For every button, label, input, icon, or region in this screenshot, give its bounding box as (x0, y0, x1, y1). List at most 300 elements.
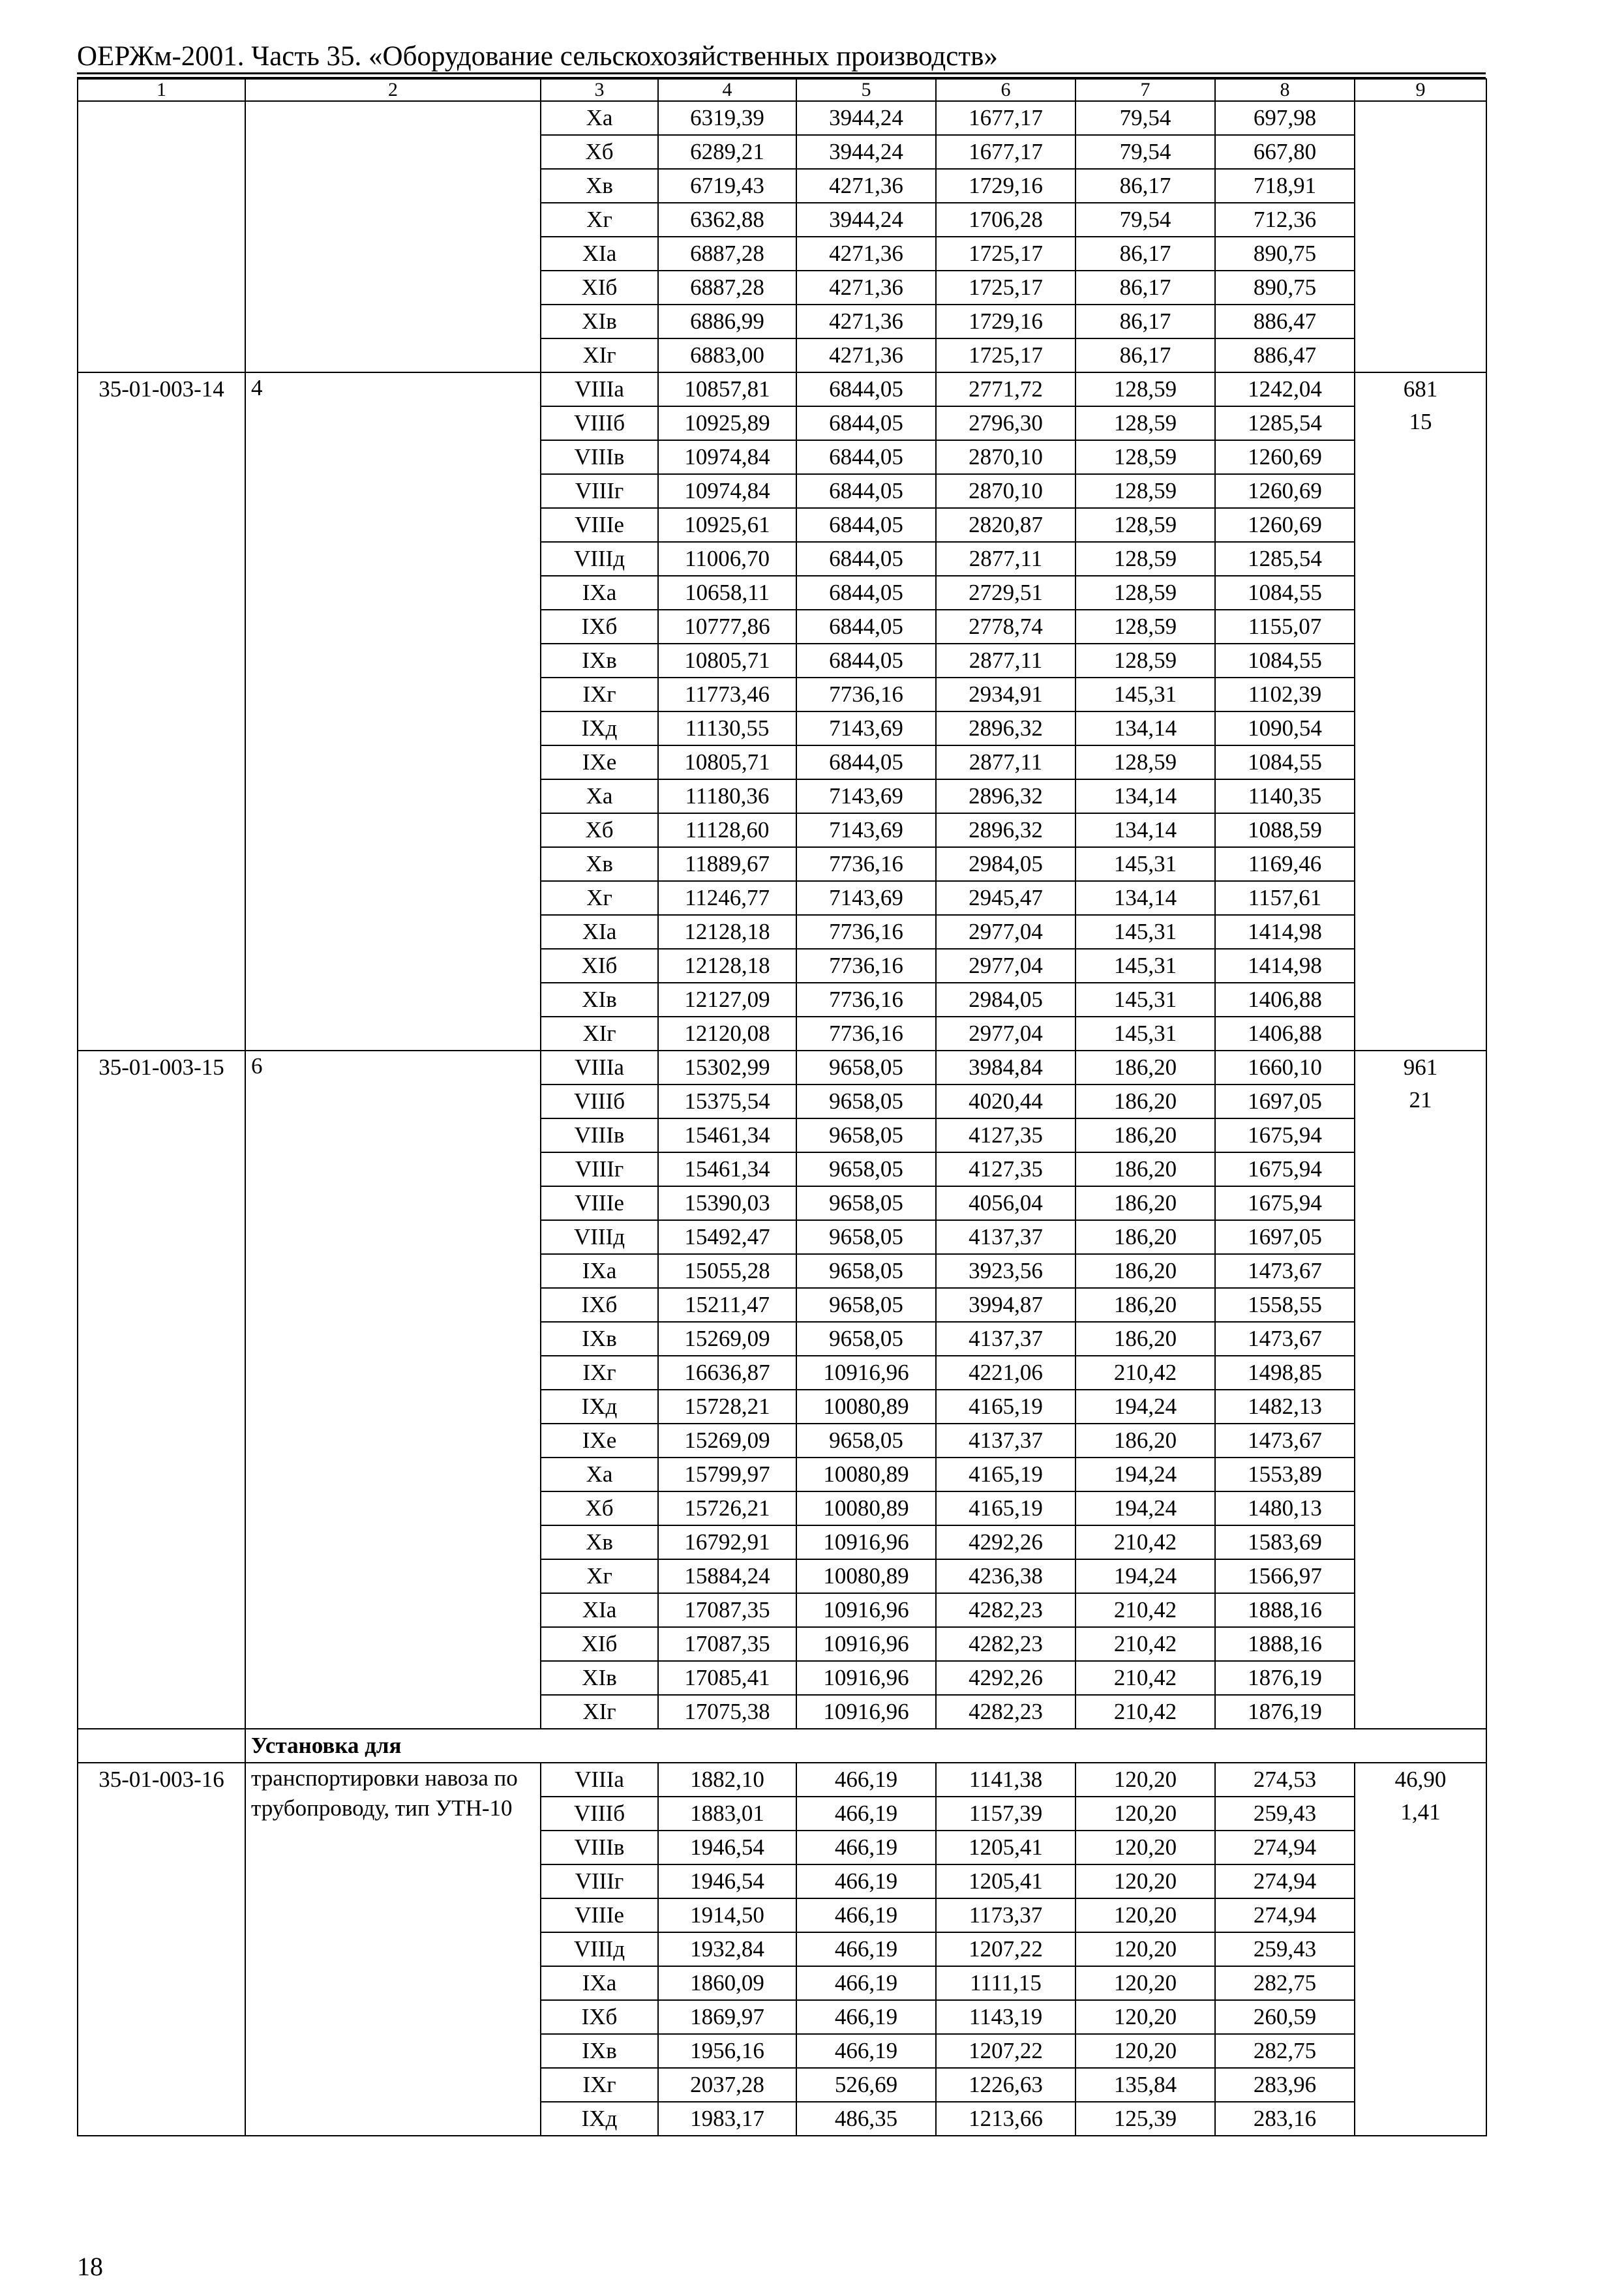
table-row (78, 101, 1486, 135)
value-cell: 11006,70 (658, 542, 796, 576)
value-cell: 1242,04 (1215, 372, 1355, 406)
value-cell: 120,20 (1075, 2000, 1215, 2034)
value-cell: 128,59 (1075, 440, 1215, 474)
value-cell: 79,54 (1075, 135, 1215, 169)
zone-cell: VIIIв (541, 1831, 658, 1864)
value-cell: 128,59 (1075, 745, 1215, 779)
value-cell: 194,24 (1075, 1390, 1215, 1424)
value-cell: 11128,60 (658, 813, 796, 847)
value-cell: 3944,24 (796, 203, 936, 237)
value-cell: 10777,86 (658, 610, 796, 644)
value-cell: 15302,99 (658, 1051, 796, 1085)
value-cell: 4165,19 (936, 1491, 1075, 1525)
value-cell: 6887,28 (658, 237, 796, 271)
value-cell: 667,80 (1215, 135, 1355, 169)
value-cell: 145,31 (1075, 847, 1215, 881)
value-cell: 282,75 (1215, 1966, 1355, 2000)
value-cell: 1480,13 (1215, 1491, 1355, 1525)
value-cell: 1473,67 (1215, 1322, 1355, 1356)
item-name (245, 101, 541, 372)
zone-cell: XIб (541, 271, 658, 305)
zone-cell: IXa (541, 576, 658, 610)
value-cell: 186,20 (1075, 1152, 1215, 1186)
value-cell: 1725,17 (936, 338, 1075, 372)
col9-cell (1355, 372, 1486, 1051)
zone-cell: Xб (541, 135, 658, 169)
value-cell: 10974,84 (658, 440, 796, 474)
value-cell: 1088,59 (1215, 813, 1355, 847)
value-cell: 1888,16 (1215, 1593, 1355, 1627)
value-cell: 1882,10 (658, 1763, 796, 1797)
value-cell: 4137,37 (936, 1220, 1075, 1254)
value-cell: 145,31 (1075, 915, 1215, 949)
value-cell: 194,24 (1075, 1491, 1215, 1525)
value-cell: 4165,19 (936, 1390, 1075, 1424)
value-cell: 1675,94 (1215, 1186, 1355, 1220)
price-code: 35-01-003-14 (78, 372, 245, 1051)
value-cell: 86,17 (1075, 237, 1215, 271)
value-cell: 260,59 (1215, 2000, 1355, 2034)
zone-cell: IXв (541, 2034, 658, 2068)
zone-cell: IXв (541, 1322, 658, 1356)
value-cell: 9658,05 (796, 1051, 936, 1085)
table-body (78, 79, 1486, 2136)
value-cell: 283,16 (1215, 2102, 1355, 2136)
price-code: 35-01-003-15 (78, 1051, 245, 1729)
value-cell: 120,20 (1075, 1966, 1215, 2000)
value-cell: 9658,05 (796, 1424, 936, 1458)
value-cell: 6319,39 (658, 101, 796, 135)
value-cell: 120,20 (1075, 1864, 1215, 1898)
zone-cell: VIIIг (541, 474, 658, 508)
value-cell: 1706,28 (936, 203, 1075, 237)
value-cell: 1406,88 (1215, 983, 1355, 1017)
value-cell: 1876,19 (1215, 1695, 1355, 1729)
value-cell: 6844,05 (796, 406, 936, 440)
value-cell: 6362,88 (658, 203, 796, 237)
value-cell: 2870,10 (936, 440, 1075, 474)
value-cell: 186,20 (1075, 1118, 1215, 1152)
value-cell: 1141,38 (936, 1763, 1075, 1797)
value-cell: 9658,05 (796, 1322, 936, 1356)
zone-cell: VIIIе (541, 1186, 658, 1220)
column-number: 3 (541, 79, 658, 101)
value-cell: 15390,03 (658, 1186, 796, 1220)
value-cell: 120,20 (1075, 1797, 1215, 1831)
value-cell: 4271,36 (796, 271, 936, 305)
value-cell: 10916,96 (796, 1356, 936, 1390)
value-cell: 4282,23 (936, 1627, 1075, 1661)
zone-cell: Xб (541, 813, 658, 847)
item-name: 4 (245, 372, 541, 1051)
value-cell: 4282,23 (936, 1695, 1075, 1729)
value-cell: 1677,17 (936, 101, 1075, 135)
zone-cell: VIIIб (541, 406, 658, 440)
value-cell: 7143,69 (796, 881, 936, 915)
value-cell: 2977,04 (936, 1017, 1075, 1051)
value-cell: 10974,84 (658, 474, 796, 508)
value-cell: 3994,87 (936, 1288, 1075, 1322)
column-number: 8 (1215, 79, 1355, 101)
value-cell: 4292,26 (936, 1661, 1075, 1695)
value-cell: 145,31 (1075, 1017, 1215, 1051)
value-cell: 9658,05 (796, 1152, 936, 1186)
value-cell: 186,20 (1075, 1424, 1215, 1458)
value-cell: 466,19 (796, 1966, 936, 2000)
zone-cell: XIб (541, 1627, 658, 1661)
value-cell: 11130,55 (658, 711, 796, 745)
value-cell: 1498,85 (1215, 1356, 1355, 1390)
value-cell: 1860,09 (658, 1966, 796, 2000)
value-cell: 79,54 (1075, 101, 1215, 135)
value-cell: 9658,05 (796, 1288, 936, 1322)
item-name: транспортировки навоза по трубопроводу, тип УТН-10 (245, 1763, 541, 2136)
value-cell: 6883,00 (658, 338, 796, 372)
value-cell: 6844,05 (796, 644, 936, 678)
value-cell: 135,84 (1075, 2068, 1215, 2102)
value-cell: 9658,05 (796, 1254, 936, 1288)
value-cell: 1583,69 (1215, 1525, 1355, 1559)
value-cell: 10080,89 (796, 1491, 936, 1525)
value-cell: 11246,77 (658, 881, 796, 915)
zone-cell: IXд (541, 2102, 658, 2136)
value-cell: 7736,16 (796, 1017, 936, 1051)
value-cell: 1914,50 (658, 1898, 796, 1932)
value-cell: 12127,09 (658, 983, 796, 1017)
value-cell: 526,69 (796, 2068, 936, 2102)
value-cell: 186,20 (1075, 1220, 1215, 1254)
value-cell: 2771,72 (936, 372, 1075, 406)
zone-cell: XIв (541, 1661, 658, 1695)
zone-cell: XIa (541, 915, 658, 949)
value-cell: 4271,36 (796, 305, 936, 338)
value-cell: 128,59 (1075, 406, 1215, 440)
zone-cell: VIIIa (541, 372, 658, 406)
value-cell: 486,35 (796, 2102, 936, 2136)
zone-cell: VIIIв (541, 440, 658, 474)
value-cell: 86,17 (1075, 271, 1215, 305)
value-cell: 9658,05 (796, 1186, 936, 1220)
value-cell: 1675,94 (1215, 1118, 1355, 1152)
value-cell: 1876,19 (1215, 1661, 1355, 1695)
zone-cell: IXa (541, 1254, 658, 1288)
value-cell: 1932,84 (658, 1932, 796, 1966)
value-cell: 1260,69 (1215, 440, 1355, 474)
value-cell: 1157,39 (936, 1797, 1075, 1831)
zone-cell: VIIIг (541, 1152, 658, 1186)
value-cell: 2977,04 (936, 915, 1075, 949)
value-cell: 9658,05 (796, 1085, 936, 1118)
value-cell: 890,75 (1215, 237, 1355, 271)
value-cell: 7143,69 (796, 711, 936, 745)
page-header: ОЕРЖм-2001. Часть 35. «Оборудование сельскохозяйственных производств» (77, 41, 998, 72)
col9-cell (1355, 1051, 1486, 1729)
value-cell: 697,98 (1215, 101, 1355, 135)
value-cell: 890,75 (1215, 271, 1355, 305)
value-cell: 6886,99 (658, 305, 796, 338)
value-cell: 10916,96 (796, 1525, 936, 1559)
value-cell: 1102,39 (1215, 678, 1355, 711)
value-cell: 1566,97 (1215, 1559, 1355, 1593)
value-cell: 186,20 (1075, 1186, 1215, 1220)
value-cell: 15492,47 (658, 1220, 796, 1254)
value-cell: 3944,24 (796, 101, 936, 135)
header-rule (77, 72, 1486, 74)
value-cell: 6844,05 (796, 542, 936, 576)
value-cell: 2877,11 (936, 745, 1075, 779)
value-cell: 1143,19 (936, 2000, 1075, 2034)
value-cell: 1207,22 (936, 2034, 1075, 2068)
value-cell: 11889,67 (658, 847, 796, 881)
col9-cell (1355, 101, 1486, 372)
section-heading-blank (78, 1729, 245, 1763)
value-cell: 466,19 (796, 2000, 936, 2034)
item-name: 6 (245, 1051, 541, 1729)
col9-value-2: 21 (1409, 1087, 1432, 1113)
value-cell: 9658,05 (796, 1220, 936, 1254)
value-cell: 17087,35 (658, 1627, 796, 1661)
zone-cell: VIIIa (541, 1763, 658, 1797)
value-cell: 15055,28 (658, 1254, 796, 1288)
value-cell: 16636,87 (658, 1356, 796, 1390)
col9-value-1: 46,90 (1394, 1767, 1447, 1792)
column-number: 9 (1355, 79, 1486, 101)
value-cell: 282,75 (1215, 2034, 1355, 2068)
value-cell: 134,14 (1075, 881, 1215, 915)
value-cell: 1725,17 (936, 237, 1075, 271)
value-cell: 1157,61 (1215, 881, 1355, 915)
value-cell: 125,39 (1075, 2102, 1215, 2136)
value-cell: 1553,89 (1215, 1458, 1355, 1491)
section-heading-row (78, 1729, 1486, 1763)
value-cell: 6844,05 (796, 745, 936, 779)
value-cell: 17075,38 (658, 1695, 796, 1729)
value-cell: 1205,41 (936, 1864, 1075, 1898)
column-number: 4 (658, 79, 796, 101)
value-cell: 128,59 (1075, 508, 1215, 542)
value-cell: 6844,05 (796, 440, 936, 474)
zone-cell: VIIIб (541, 1085, 658, 1118)
value-cell: 6844,05 (796, 474, 936, 508)
value-cell: 15799,97 (658, 1458, 796, 1491)
value-cell: 6719,43 (658, 169, 796, 203)
value-cell: 1090,54 (1215, 711, 1355, 745)
value-cell: 1173,37 (936, 1898, 1075, 1932)
value-cell: 3923,56 (936, 1254, 1075, 1288)
value-cell: 7736,16 (796, 678, 936, 711)
zone-cell: Xв (541, 847, 658, 881)
value-cell: 86,17 (1075, 169, 1215, 203)
value-cell: 466,19 (796, 1797, 936, 1831)
value-cell: 16792,91 (658, 1525, 796, 1559)
value-cell: 1888,16 (1215, 1627, 1355, 1661)
value-cell: 466,19 (796, 1864, 936, 1898)
column-number: 5 (796, 79, 936, 101)
price-code (78, 101, 245, 372)
value-cell: 4282,23 (936, 1593, 1075, 1627)
zone-cell: VIIIе (541, 508, 658, 542)
value-cell: 4236,38 (936, 1559, 1075, 1593)
value-cell: 186,20 (1075, 1254, 1215, 1288)
value-cell: 15211,47 (658, 1288, 796, 1322)
value-cell: 145,31 (1075, 949, 1215, 983)
value-cell: 1697,05 (1215, 1085, 1355, 1118)
value-cell: 6844,05 (796, 372, 936, 406)
value-cell: 10805,71 (658, 644, 796, 678)
value-cell: 1729,16 (936, 305, 1075, 338)
zone-cell: IXб (541, 1288, 658, 1322)
value-cell: 1946,54 (658, 1831, 796, 1864)
col9-value-1: 961 (1403, 1055, 1438, 1080)
price-table (77, 78, 1487, 2136)
value-cell: 466,19 (796, 1763, 936, 1797)
value-cell: 4271,36 (796, 237, 936, 271)
col9-value-1: 681 (1403, 376, 1438, 402)
table-row (78, 1051, 1486, 1085)
value-cell: 1956,16 (658, 2034, 796, 2068)
value-cell: 1558,55 (1215, 1288, 1355, 1322)
value-cell: 134,14 (1075, 779, 1215, 813)
value-cell: 2796,30 (936, 406, 1075, 440)
value-cell: 120,20 (1075, 2034, 1215, 2068)
value-cell: 12128,18 (658, 915, 796, 949)
value-cell: 1260,69 (1215, 474, 1355, 508)
value-cell: 1660,10 (1215, 1051, 1355, 1085)
column-number: 7 (1075, 79, 1215, 101)
value-cell: 210,42 (1075, 1593, 1215, 1627)
value-cell: 10916,96 (796, 1627, 936, 1661)
page-number: 18 (77, 2252, 103, 2281)
value-cell: 1226,63 (936, 2068, 1075, 2102)
value-cell: 10925,89 (658, 406, 796, 440)
value-cell: 194,24 (1075, 1458, 1215, 1491)
value-cell: 134,14 (1075, 711, 1215, 745)
zone-cell: VIIIд (541, 542, 658, 576)
column-number: 2 (245, 79, 541, 101)
value-cell: 2877,11 (936, 542, 1075, 576)
value-cell: 6289,21 (658, 135, 796, 169)
value-cell: 10857,81 (658, 372, 796, 406)
value-cell: 11773,46 (658, 678, 796, 711)
value-cell: 1869,97 (658, 2000, 796, 2034)
zone-cell: XIб (541, 949, 658, 983)
value-cell: 15728,21 (658, 1390, 796, 1424)
value-cell: 1406,88 (1215, 1017, 1355, 1051)
value-cell: 1697,05 (1215, 1220, 1355, 1254)
col9-value-2 (1355, 134, 1486, 167)
zone-cell: IXг (541, 678, 658, 711)
value-cell: 17085,41 (658, 1661, 796, 1695)
value-cell: 15269,09 (658, 1424, 796, 1458)
value-cell: 3984,84 (936, 1051, 1075, 1085)
value-cell: 10080,89 (796, 1390, 936, 1424)
value-cell: 12120,08 (658, 1017, 796, 1051)
value-cell: 186,20 (1075, 1288, 1215, 1322)
value-cell: 128,59 (1075, 644, 1215, 678)
zone-cell: IXб (541, 2000, 658, 2034)
value-cell: 79,54 (1075, 203, 1215, 237)
zone-cell: VIIIг (541, 1864, 658, 1898)
value-cell: 1482,13 (1215, 1390, 1355, 1424)
value-cell: 1260,69 (1215, 508, 1355, 542)
value-cell: 6844,05 (796, 576, 936, 610)
value-cell: 712,36 (1215, 203, 1355, 237)
value-cell: 10080,89 (796, 1458, 936, 1491)
zone-cell: VIIIд (541, 1220, 658, 1254)
value-cell: 1084,55 (1215, 745, 1355, 779)
zone-cell: VIIIв (541, 1118, 658, 1152)
value-cell: 15461,34 (658, 1118, 796, 1152)
value-cell: 120,20 (1075, 1763, 1215, 1797)
value-cell: 283,96 (1215, 2068, 1355, 2102)
value-cell: 11180,36 (658, 779, 796, 813)
zone-cell: IXд (541, 1390, 658, 1424)
zone-cell: XIв (541, 305, 658, 338)
value-cell: 1285,54 (1215, 406, 1355, 440)
value-cell: 4056,04 (936, 1186, 1075, 1220)
value-cell: 128,59 (1075, 542, 1215, 576)
zone-cell: IXв (541, 644, 658, 678)
value-cell: 1140,35 (1215, 779, 1355, 813)
zone-cell: XIa (541, 1593, 658, 1627)
value-cell: 886,47 (1215, 338, 1355, 372)
value-cell: 10658,11 (658, 576, 796, 610)
value-cell: 1414,98 (1215, 949, 1355, 983)
value-cell: 120,20 (1075, 1831, 1215, 1864)
value-cell: 2778,74 (936, 610, 1075, 644)
value-cell: 1729,16 (936, 169, 1075, 203)
column-number: 1 (78, 79, 245, 101)
col9-cell (1355, 1763, 1486, 2136)
value-cell: 12128,18 (658, 949, 796, 983)
zone-cell: XIa (541, 237, 658, 271)
value-cell: 1285,54 (1215, 542, 1355, 576)
value-cell: 1084,55 (1215, 576, 1355, 610)
zone-cell: IXг (541, 1356, 658, 1390)
value-cell: 10925,61 (658, 508, 796, 542)
column-number: 6 (936, 79, 1075, 101)
zone-cell: Xг (541, 203, 658, 237)
value-cell: 10080,89 (796, 1559, 936, 1593)
zone-cell: Xв (541, 1525, 658, 1559)
value-cell: 210,42 (1075, 1525, 1215, 1559)
zone-cell: VIIIе (541, 1898, 658, 1932)
value-cell: 2896,32 (936, 779, 1075, 813)
value-cell: 4221,06 (936, 1356, 1075, 1390)
zone-cell: XIв (541, 983, 658, 1017)
value-cell: 1983,17 (658, 2102, 796, 2136)
zone-cell: VIIIд (541, 1932, 658, 1966)
price-code: 35-01-003-16 (78, 1763, 245, 2136)
value-cell: 15375,54 (658, 1085, 796, 1118)
value-cell: 1473,67 (1215, 1424, 1355, 1458)
value-cell: 128,59 (1075, 474, 1215, 508)
value-cell: 466,19 (796, 1831, 936, 1864)
value-cell: 1084,55 (1215, 644, 1355, 678)
value-cell: 86,17 (1075, 305, 1215, 338)
value-cell: 7736,16 (796, 847, 936, 881)
section-heading: Установка для (245, 1729, 1486, 1763)
zone-cell: IXг (541, 2068, 658, 2102)
zone-cell: Xa (541, 779, 658, 813)
value-cell: 1205,41 (936, 1831, 1075, 1864)
value-cell: 6887,28 (658, 271, 796, 305)
value-cell: 1111,15 (936, 1966, 1075, 2000)
value-cell: 2934,91 (936, 678, 1075, 711)
value-cell: 4137,37 (936, 1424, 1075, 1458)
value-cell: 145,31 (1075, 983, 1215, 1017)
column-number-row (78, 79, 1486, 101)
